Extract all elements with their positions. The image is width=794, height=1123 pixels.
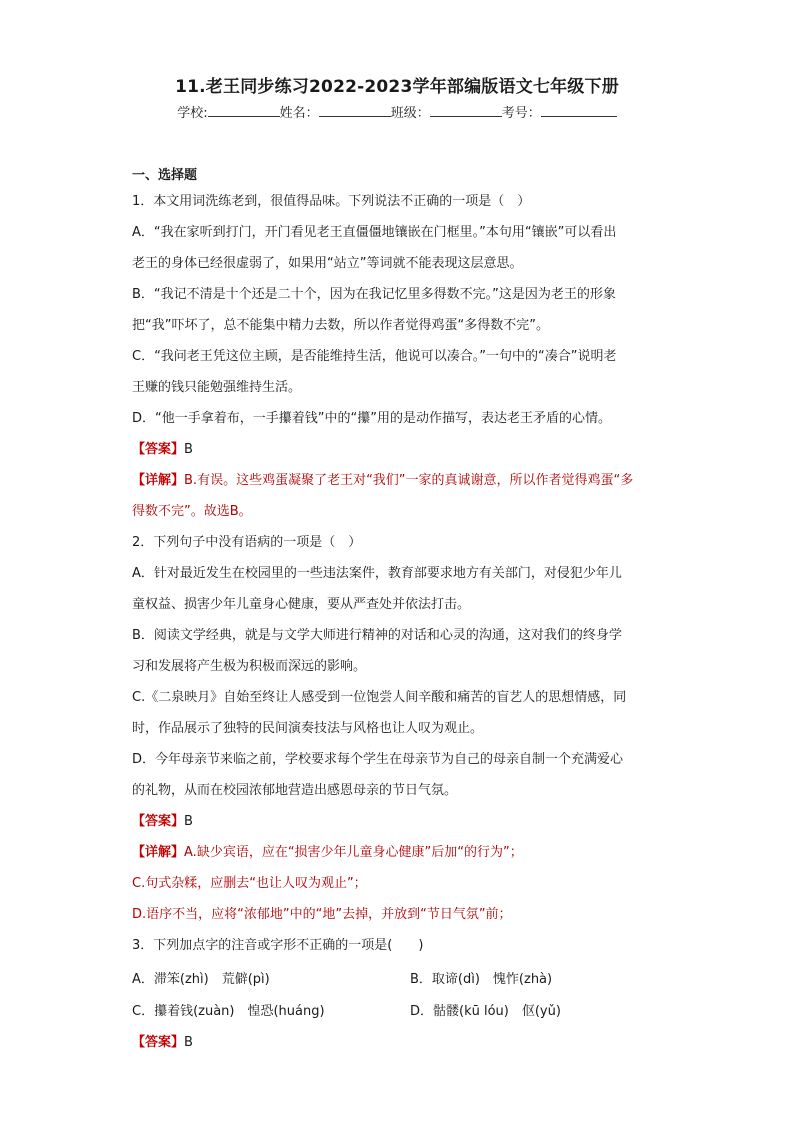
- q3-option-a: A．滞笨(zhì) 荒僻(pì): [132, 972, 270, 987]
- q1-option-c-line2: 王赚的钱只能勉强维持生活。: [132, 380, 302, 395]
- class-label: 班级：: [390, 106, 430, 121]
- q3-option-d: D．骷髅(kū lóu) 伛(yǔ): [410, 1004, 561, 1019]
- q1-option-a-line1: A．“我在家听到打门，开门看见老王直僵僵地镶嵌在门框里。”本句用“镶嵌”可以看出: [132, 225, 617, 240]
- q2-stem: 2．下列句子中没有语病的一项是（ ）: [132, 535, 362, 550]
- q2-option-a-line1: A．针对最近发生在校园里的一些违法案件，教育部要求地方有关部门，对侵犯少年儿: [132, 566, 622, 581]
- q1-stem: 1．本文用词洗练老到，很值得品味。下列说法不正确的一项是（ ）: [132, 194, 531, 209]
- section-title: 一、选择题: [132, 168, 198, 183]
- q3-options-row1: [132, 972, 672, 988]
- q1-answer: [132, 442, 672, 458]
- q1-option-a-line2: 老王的身体已经很虚弱了，如果用“站立”等词就不能表现这层意思。: [132, 256, 523, 271]
- detail-text: A.缺少宾语，应在“损害少年儿童身心健康”后加“的行为”；: [184, 845, 523, 860]
- q3-answer: [132, 1035, 672, 1051]
- q2-option-a-line2: 童权益、损害少年儿童身心健康，要从严查处并依法打击。: [132, 597, 471, 612]
- student-info-line: [0, 102, 794, 121]
- name-label: 姓名：: [279, 106, 319, 121]
- q1-option-b-line1: B．“我记不清是十个还是二十个，因为在我记忆里多得数不完。”这是因为老王的形象: [132, 287, 616, 302]
- q3-options-row2: [132, 1004, 672, 1020]
- q2-option-b-line2: 习和发展将产生极为积极而深远的影响。: [132, 659, 367, 674]
- name-blank[interactable]: [319, 104, 391, 117]
- exam-no-label: 考号：: [501, 106, 541, 121]
- school-label: 学校:: [177, 106, 208, 121]
- answer-value: B: [184, 442, 193, 457]
- q3-stem: 3．下列加点字的注音或字形不正确的一项是( ): [132, 938, 424, 953]
- q2-option-c-line1: C.《二泉映月》自始至终让人感受到一位饱尝人间辛酸和痛苦的盲艺人的思想情感，同: [132, 690, 627, 705]
- q1-option-d: D．“他一手拿着布，一手攥着钱”中的“攥”用的是动作描写，表达老王矛盾的心情。: [132, 411, 611, 426]
- q2-detail-line3: D.语序不当，应将“浓郁地”中的“地”去掉，并放到“节日气氛”前；: [132, 907, 512, 922]
- q3-option-b: B．取谛(dì) 愧怍(zhà): [410, 972, 553, 987]
- detail-tag: 【详解】: [132, 473, 185, 488]
- answer-value: B: [184, 814, 193, 829]
- q2-answer: [132, 814, 672, 830]
- q1-detail-line1: [132, 473, 672, 489]
- school-blank[interactable]: [208, 104, 280, 117]
- q2-detail-line2: C.句式杂糅，应删去“也让人叹为观止”；: [132, 876, 367, 891]
- exam-no-blank[interactable]: [541, 104, 617, 117]
- q2-detail-line1: [132, 845, 672, 861]
- q1-detail-line2: 得数不完”。故选B。: [132, 504, 252, 519]
- q2-option-d-line2: 的礼物，从而在校园浓郁地营造出感恩母亲的节日气氛。: [132, 783, 458, 798]
- q2-option-c-line2: 时，作品展示了独特的民间演奏技法与风格也让人叹为观止。: [132, 721, 484, 736]
- class-blank[interactable]: [430, 104, 502, 117]
- answer-tag: 【答案】: [132, 442, 185, 457]
- q2-option-b-line1: B．阅读文学经典，就是与文学大师进行精神的对话和心灵的沟通，这对我们的终身学: [132, 628, 622, 643]
- detail-text: B.有误。这些鸡蛋凝聚了老王对“我们”一家的真诚谢意，所以作者觉得鸡蛋“多: [184, 473, 634, 488]
- q3-option-c: C．攥着钱(zuàn) 惶恐(huáng): [132, 1004, 325, 1019]
- answer-value: B: [184, 1035, 193, 1050]
- document-title: 11.老王同步练习2022-2023学年部编版语文七年级下册: [175, 77, 619, 97]
- q1-option-c-line1: C．“我问老王凭这位主顾，是否能维持生活，他说可以凑合。”一句中的“凑合”说明老: [132, 349, 617, 364]
- answer-tag: 【答案】: [132, 1035, 185, 1050]
- q2-option-d-line1: D．今年母亲节来临之前，学校要求每个学生在母亲节为自己的母亲自制一个充满爱心: [132, 752, 624, 767]
- q1-option-b-line2: 把“我”吓坏了，总不能集中精力去数，所以作者觉得鸡蛋“多得数不完”。: [132, 318, 549, 333]
- detail-tag: 【详解】: [132, 845, 185, 860]
- answer-tag: 【答案】: [132, 814, 185, 829]
